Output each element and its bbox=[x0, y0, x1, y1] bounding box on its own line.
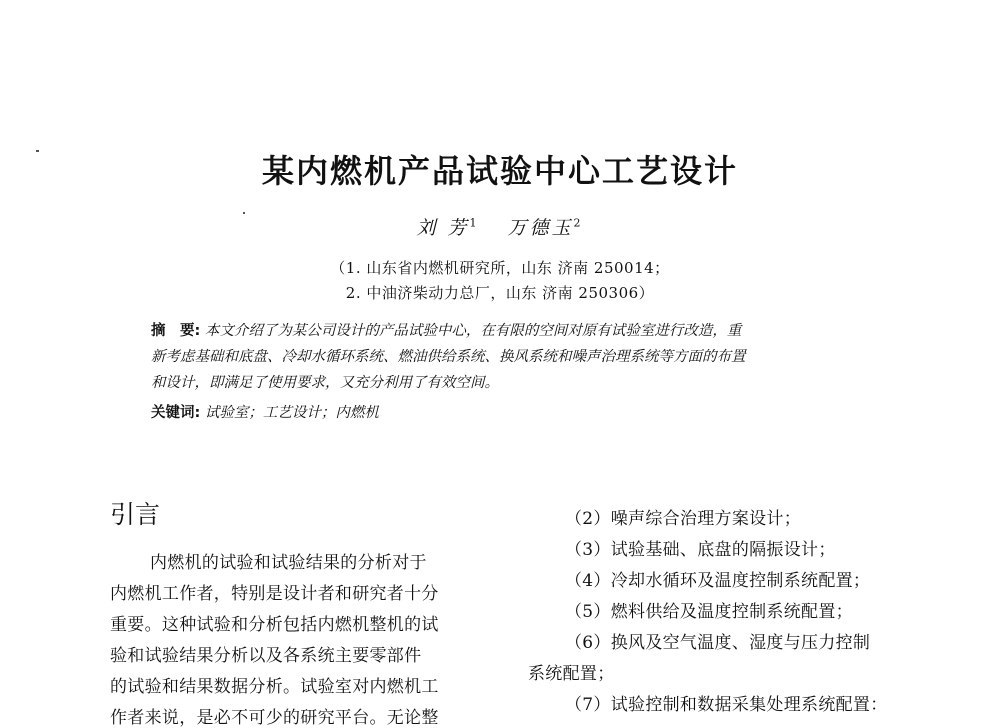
list-item-5: （5）燃料供给及温度控制系统配置； bbox=[565, 602, 853, 622]
body-line-3: 重要。这种试验和分析包括内燃机整机的试 bbox=[110, 615, 439, 635]
body-line-1: 内燃机的试验和试验结果的分析对于 bbox=[150, 553, 427, 573]
author-2: 万德玉 bbox=[507, 217, 574, 239]
keywords-label: 关键词: bbox=[151, 405, 201, 421]
abstract-text-1: 本文介绍了为某公司设计的产品试验中心，在有限的空间对原有试验室进行改造，重 bbox=[204, 323, 742, 339]
list-item-2: （2）噪声综合治理方案设计； bbox=[565, 509, 802, 529]
affiliation-2: 2. 中油济柴动力总厂，山东 济南 250306） bbox=[345, 284, 655, 302]
list-item-6: （6）换风及空气温度、湿度与压力控制 bbox=[565, 633, 871, 653]
body-line-5: 的试验和结果数据分析。试验室对内燃机工 bbox=[110, 677, 439, 697]
affiliation-1: （1. 山东省内燃机研究所，山东 济南 250014； bbox=[330, 259, 670, 277]
body-line-4: 验和试验结果分析以及各系统主要零部件 bbox=[110, 646, 422, 666]
paper-title: 某内燃机产品试验中心工艺设计 bbox=[261, 152, 738, 190]
list-item-7: （7）试验控制和数据采集处理系统配置： bbox=[565, 695, 888, 715]
abstract-line-3: 和设计，即满足了使用要求，又充分利用了有效空间。 bbox=[151, 375, 499, 391]
abstract-line-2: 新考虑基础和底盘、冷却水循环系统、燃油供给系统、换风系统和噪声治理系统等方面的布置 bbox=[151, 349, 746, 365]
author-2-affiliation-mark: 2 bbox=[573, 216, 584, 230]
author-1-affiliation-mark: 1 bbox=[469, 216, 480, 230]
list-item-4: （4）冷却水循环及温度控制系统配置； bbox=[565, 571, 871, 591]
list-item-3: （3）试验基础、底盘的隔振设计； bbox=[565, 540, 836, 560]
list-item-6-continued: 系统配置； bbox=[528, 664, 615, 684]
author-1: 刘 芳 bbox=[416, 217, 470, 239]
abstract-line-1 bbox=[151, 318, 866, 344]
keywords-text: 试验室；工艺设计；内燃机 bbox=[204, 405, 379, 421]
author-line bbox=[0, 213, 1000, 240]
body-line-2: 内燃机工作者，特别是设计者和研究者十分 bbox=[110, 584, 439, 604]
section-heading: 引言 bbox=[110, 500, 161, 529]
keywords-line bbox=[151, 400, 866, 426]
abstract-label: 摘 要: bbox=[151, 323, 201, 339]
body-line-6: 作者来说，是必不可少的研究平台。无论整 bbox=[110, 708, 439, 728]
